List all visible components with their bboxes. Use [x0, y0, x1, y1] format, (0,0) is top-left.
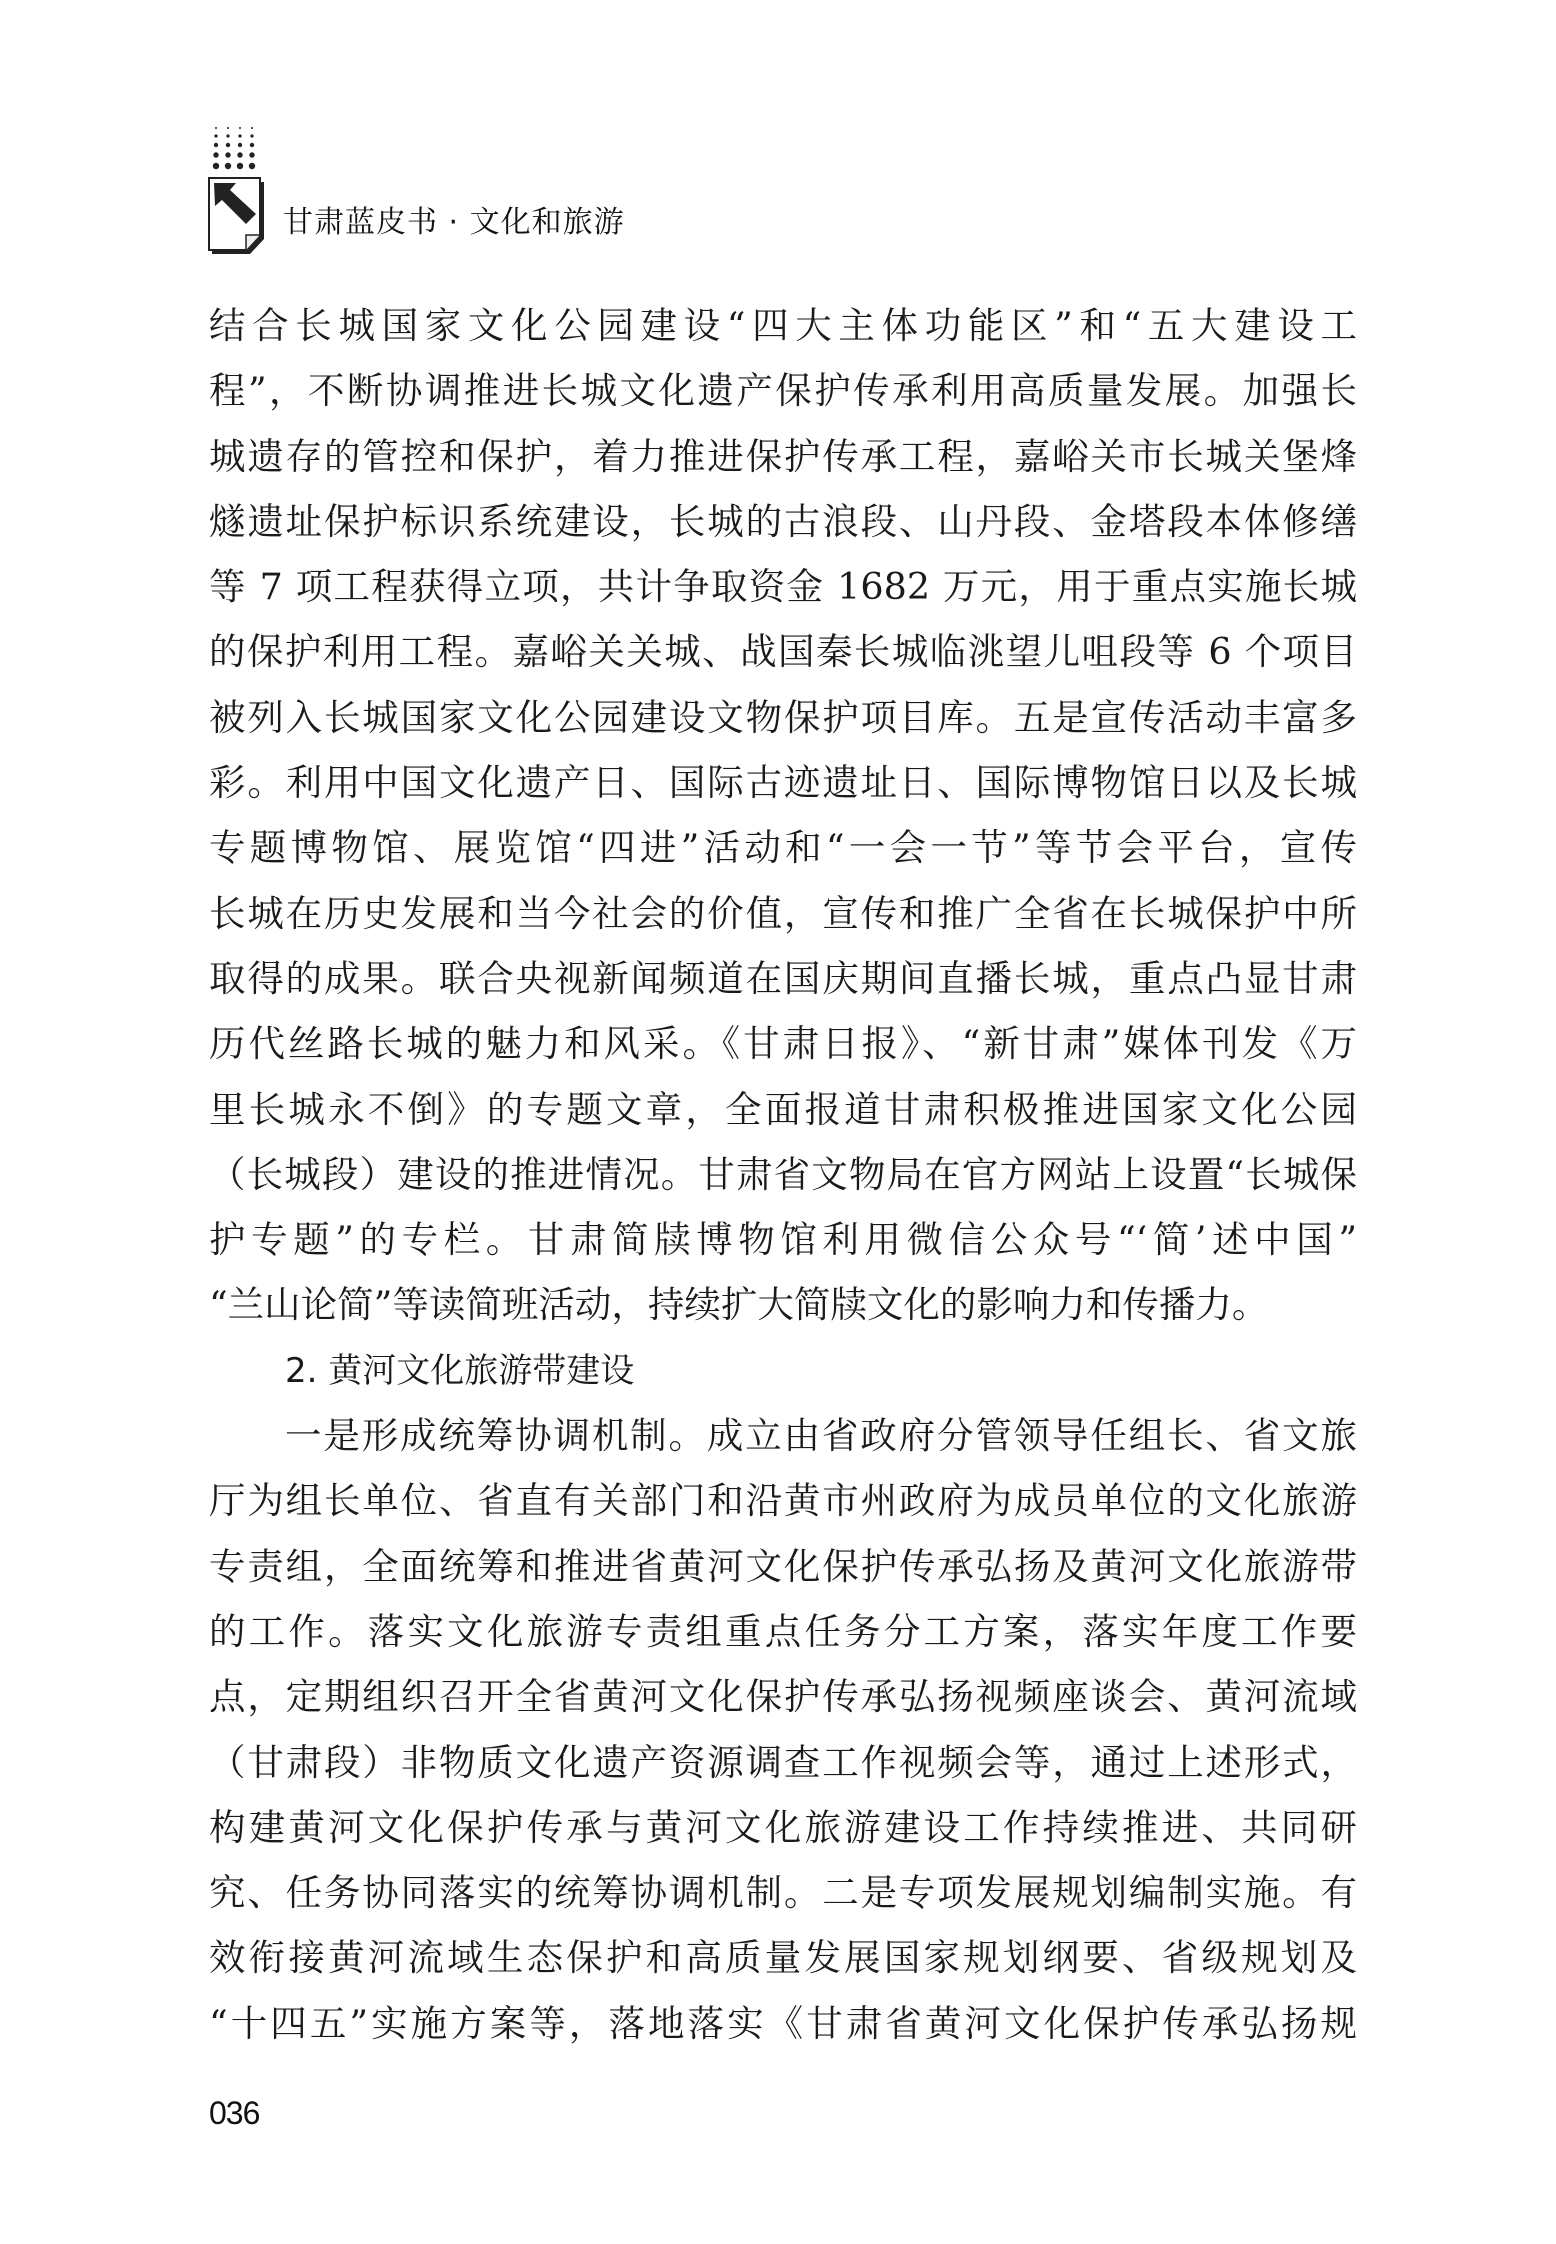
text-line: 专责组，全面统筹和推进省黄河文化保护传承弘扬及黄河文化旅游带 — [209, 1544, 1357, 1588]
text-line: 取得的成果。联合央视新闻频道在国庆期间直播长城，重点凸显甘肃 — [209, 956, 1357, 1000]
text-line: 历代丝路长城的魅力和风采。《甘肃日报》、“新甘肃”媒体刊发《万 — [209, 1022, 1357, 1066]
body-text — [209, 297, 1357, 2060]
text-line: “十四五”实施方案等，落地落实《甘肃省黄河文化保护传承弘扬规 — [209, 2001, 1357, 2045]
text-line: 等 7 项工程获得立项，共计争取资金 1682 万元，用于重点实施长城 — [209, 565, 1357, 609]
text-line: 厅为组长单位、省直有关部门和沿黄市州政府为成员单位的文化旅游 — [209, 1479, 1357, 1523]
running-header-title: 甘肃蓝皮书 · 文化和旅游 — [283, 205, 625, 240]
text-line: 燧遗址保护标识系统建设，长城的古浪段、山丹段、金塔段本体修缮 — [209, 499, 1357, 543]
text-line: （甘肃段）非物质文化遗产资源调查工作视频会等，通过上述形式， — [209, 1740, 1357, 1784]
text-line: 的保护利用工程。嘉峪关关城、战国秦长城临洮望儿咀段等 6 个项目 — [209, 630, 1357, 674]
page-number: 036 — [209, 2095, 260, 2131]
text-line: 构建黄河文化保护传承与黄河文化旅游建设工作持续推进、共同研 — [209, 1805, 1357, 1849]
text-line: 城遗存的管控和保护，着力推进保护传承工程，嘉峪关市长城关堡烽 — [209, 434, 1357, 478]
text-line: 的工作。落实文化旅游专责组重点任务分工方案，落实年度工作要 — [209, 1609, 1357, 1653]
text-line: 长城在历史发展和当今社会的价值，宣传和推广全省在长城保护中所 — [209, 891, 1357, 935]
text-line: 点，定期组织召开全省黄河文化保护传承弘扬视频座谈会、黄河流域 — [209, 1675, 1357, 1719]
text-line: 效衔接黄河流域生态保护和高质量发展国家规划纲要、省级规划及 — [209, 1936, 1357, 1980]
text-line: 护专题”的专栏。甘肃简牍博物馆利用微信公众号“‘简’述中国” — [209, 1218, 1357, 1262]
text-line: 程”，不断协调推进长城文化遗产保护传承利用高质量发展。加强长 — [209, 369, 1357, 413]
text-line: 结合长城国家文化公园建设“四大主体功能区”和“五大建设工 — [209, 304, 1357, 347]
document-arrow-icon — [208, 124, 268, 259]
section-heading: 2. 黄河文化旅游带建设 — [285, 1350, 635, 1391]
text-line: （长城段）建设的推进情况。甘肃省文物局在官方网站上设置“长城保 — [209, 1152, 1357, 1196]
text-line: 一是形成统筹协调机制。成立由省政府分管领导任组长、省文旅 — [285, 1414, 1357, 1458]
text-line: 彩。利用中国文化遗产日、国际古迹遗址日、国际博物馆日以及长城 — [209, 761, 1357, 805]
text-line: 被列入长城国家文化公园建设文物保护项目库。五是宣传活动丰富多 — [209, 695, 1357, 739]
text-line: “兰山论简”等读简班活动，持续扩大简牍文化的影响力和传播力。 — [209, 1283, 1269, 1327]
text-line: 专题博物馆、展览馆“四进”活动和“一会一节”等节会平台，宣传 — [209, 826, 1357, 870]
text-line: 究、任务协同落实的统筹协调机制。二是专项发展规划编制实施。有 — [209, 1871, 1357, 1915]
text-line: 里长城永不倒》的专题文章，全面报道甘肃积极推进国家文化公园 — [209, 1087, 1357, 1131]
